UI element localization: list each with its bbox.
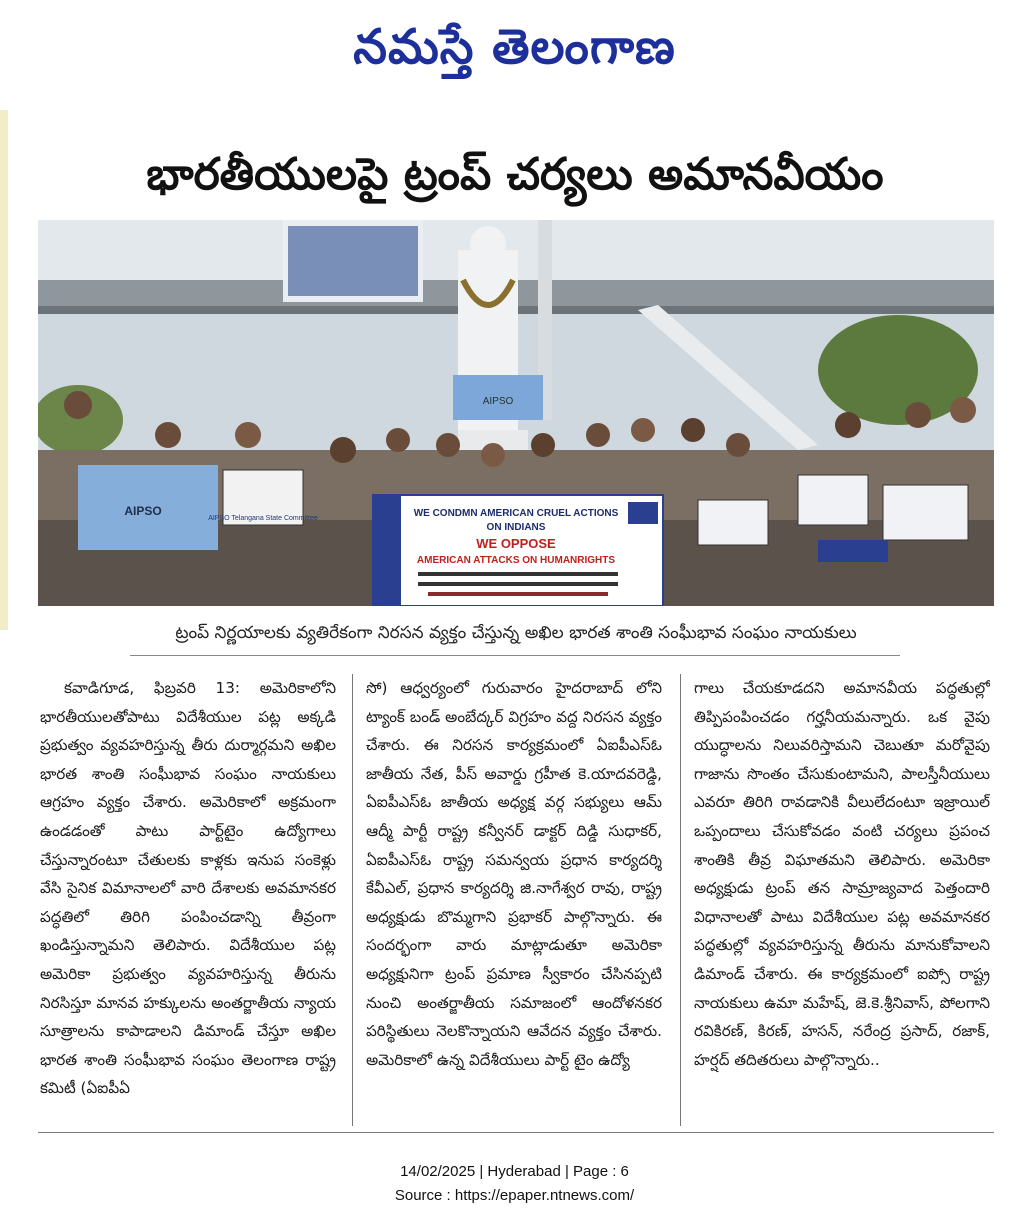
article-column-2: సో) ఆధ్వర్యంలో గురువారం హైదరాబాద్ లోని ట్యాంక్ బండ్ అంబేద్కర్ విగ్రహం వద్ద నిరసన వ్యక్తం చేశారు. ఈ నిరసన కార్యక్రమంలో ఏఐపీఎస్ఓ జాతీయ నేత, పీస్ అవార్డు గ్రహీత కె.యాదవరెడ్డి, ఏఐపీఎస్ఓ జాతీయ అధ్యక్ష వర్గ సభ్యులు ఆమ్ ఆద్మీ పార్టీ రాష్ట్ర కన్వీనర్ డాక్టర్ దిడ్డి సుధాకర్, ఏఐపీఎస్ఓ రాష్ట్ర సమన్వయ ప్రధాన కార్యదర్శి కేవీఎల్, ప్రధాన కార్యదర్శి జి.నాగేశ్వర రావు, రాష్ట్ర అధ్యక్షుడు బొమ్మగాని ప్రభాకర్ పాల్గొన్నారు. ఈ సందర్భంగా వారు మాట్లాడుతూ అమెరికా అధ్యక్షునిగా ట్రంప్ ప్రమాణ స్వీకారం చేసినప్పటి నుంచి అంతర్జాతీయ సమాజంలో ఆందోళనకర పరిస్థితులు నెలకొన్నాయని ఆవేదన వ్యక్తం చేశారు. అమెరికాలో ఉన్న విదేశీయులు పార్ట్ టైం ఉద్యో — [366, 679, 662, 1069]
banner-line-2: ON INDIANS — [486, 522, 546, 533]
flag-text: AIPSO — [124, 504, 162, 518]
protest-photo-illustration — [38, 220, 994, 606]
edition-info: 14/02/2025 | Hyderabad | Page : 6 — [400, 1163, 629, 1180]
article-column-3: గాలు చేయకూడదని అమానవీయ పద్ధతుల్లో తిప్పిపంపించడం గర్హనీయమన్నారు. ఒక వైపు యుద్ధాలను నిలువరిస్తామని చెబుతూ మరోవైపు గాజాను సొంతం చేసుకుంటామని, పాలస్తీనీయులు ఎవరూ తిరిగి రావడానికి వీలులేదంటూ ఇజ్రాయిల్ ఒప్పందాలు చేసుకోవడం వంటి చర్యలు ప్రపంచ శాంతికి తీవ్ర విఘాతమని తెలిపారు. అమెరికా అధ్యక్షుడు ట్రంప్ తన సామ్రాజ్యవాద పెత్తందారి విధానాలతో పాటు విదేశీయుల పట్ల అవమానకర పద్ధతుల్లో వ్యవహరిస్తున్న తీరును మానుకోవాలని డిమాండ్ చేశారు. ఈ కార్యక్రమంలో ఐప్సో రాష్ట్ర నాయకులు ఉమా మహేష్, జె.కె.శ్రీనివాస్, పోలగాని రవికిరణ్, కిరణ్, హసన్, నరేంద్ర ప్రసాద్, రజాక్, హర్షద్ తదితరులు పాల్గొన్నారు.. — [694, 679, 990, 1069]
statue-flag-text: AIPSO — [482, 396, 514, 407]
photo-caption: ట్రంప్ నిర్ణయాలకు వ్యతిరేకంగా నిరసన వ్యక్తం చేస్తున్న అఖిల భారత శాంతి సంఘీభావ సంఘం నాయకులు — [175, 623, 857, 643]
page-edge-tint — [0, 110, 8, 630]
placard-text: AIPSO Telangana State Committee — [208, 515, 318, 522]
banner-line-3: WE OPPOSE — [476, 536, 556, 551]
protest-photo — [38, 220, 994, 606]
caption-divider — [130, 655, 900, 656]
source-link[interactable]: Source : https://epaper.ntnews.com/ — [394, 1187, 635, 1204]
banner-line-1: WE CONDMN AMERICAN CRUEL ACTIONS — [413, 508, 619, 519]
article-bottom-rule — [38, 1132, 994, 1133]
banner-line-4: AMERICAN ATTACKS ON HUMANRIGHTS — [416, 555, 616, 566]
article-column-1: కవాడిగూడ, ఫిబ్రవరి 13: అమెరికాలోని భారతీయులతోపాటు విదేశీయుల పట్ల అక్కడి ప్రభుత్వం వ్యవహరిస్తున్న తీరు దుర్మార్గమని అఖిల భారత శాంతి సంఘీభావ సంఘం నాయకులు ఆగ్రహం వ్యక్తం చేశారు. అమెరికాలో అక్రమంగా ఉండడంతో పాటు పార్ట్‌టైం ఉద్యోగాలు చేస్తున్నారంటూ చేతులకు కాళ్లకు ఇనుప సంకెళ్లు వేసి సైనిక విమానాలలో వారి దేశాలకు అవమానకర పద్ధతిలో తిరిగి పంపించడాన్ని తీవ్రంగా ఖండిస్తున్నామని తెలిపారు. విదేశీయుల పట్ల అమెరికా ప్రభుత్వం వ్యవహరిస్తున్న తీరును నిరసిస్తూ మానవ హక్కులను అంతర్జాతీయ న్యాయ సూత్రాలను కాపాడాలని డిమాండ్ చేస్తూ అఖిల భారత శాంతి సంఘీభావ సంఘం తెలంగాణ రాష్ట్ర కమిటీ (ఏఐపీఏ — [40, 679, 336, 1098]
column-divider-2 — [680, 674, 681, 1126]
column-divider-1 — [352, 674, 353, 1126]
banner-side-text: AIPS — [404, 535, 418, 565]
newspaper-masthead: నమస్తే తెలంగాణ — [353, 19, 676, 75]
article-headline: భారతీయులపై ట్రంప్ చర్యలు అమానవీయం — [146, 149, 884, 200]
